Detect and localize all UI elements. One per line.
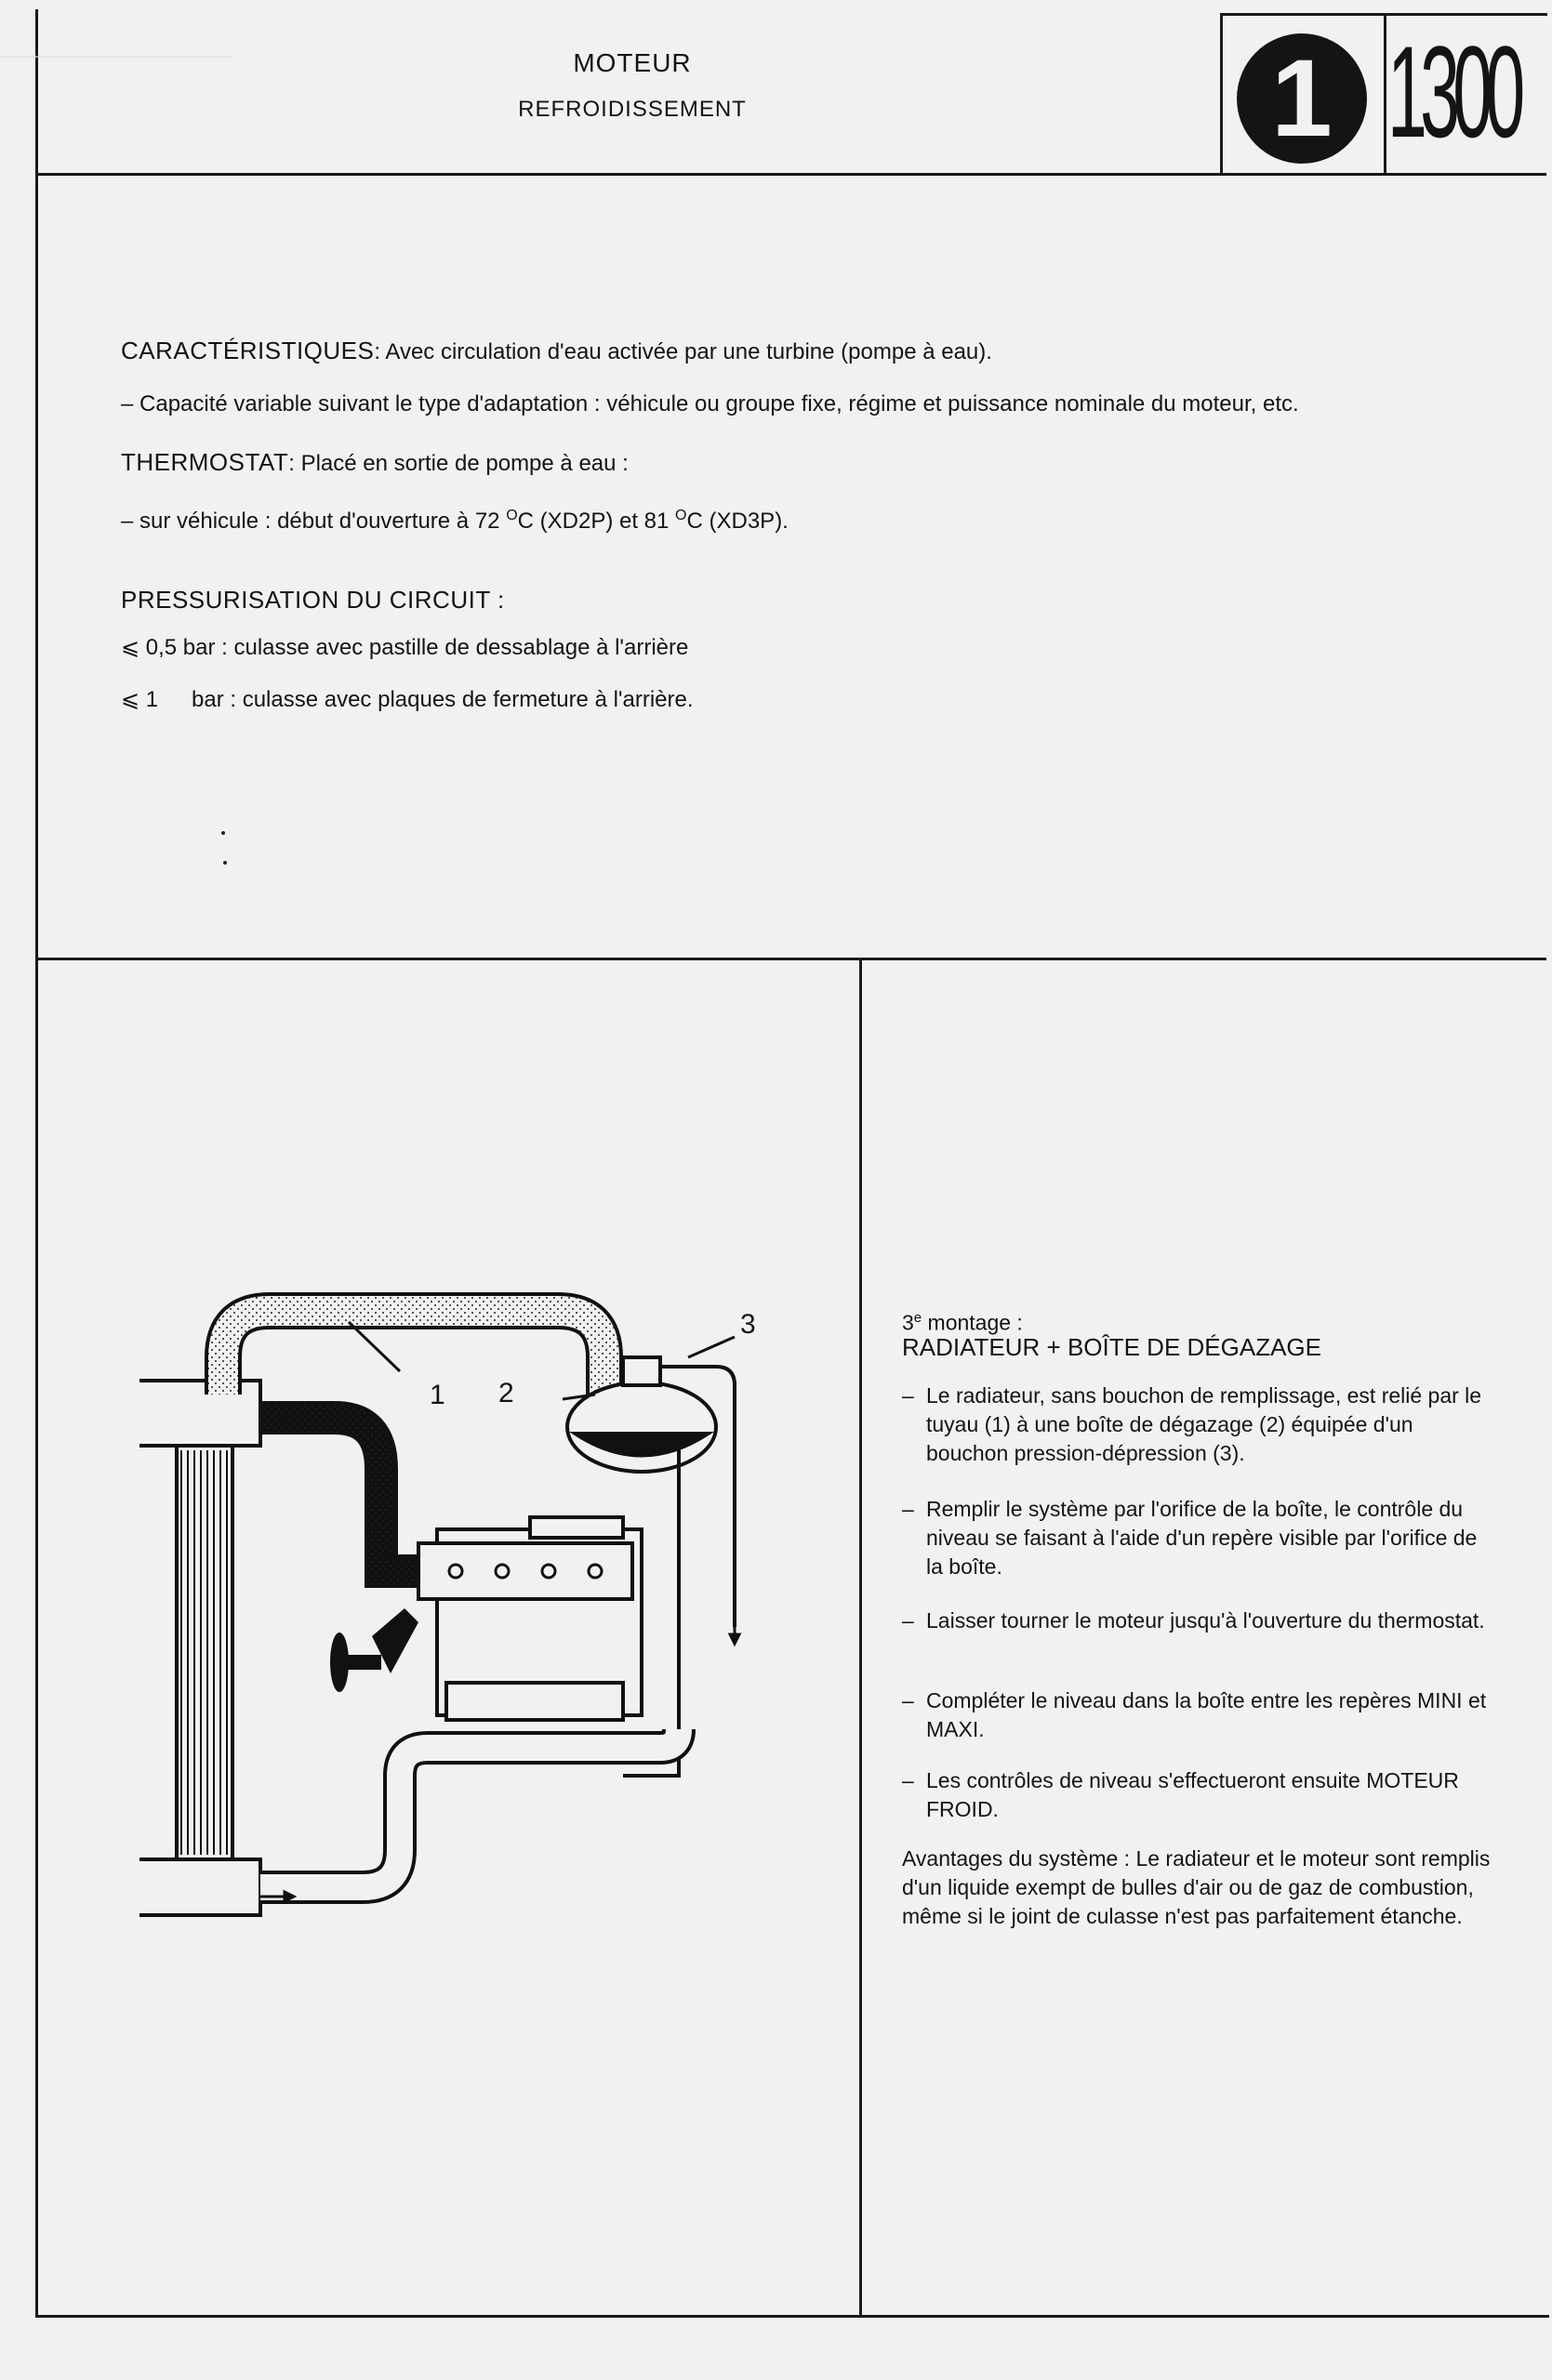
pressurisation-line-2-text: bar : culasse avec plaques de fermeture à l'arrière. <box>192 687 694 712</box>
montage-item-4 <box>902 1686 1497 1744</box>
montage-item-1 <box>902 1382 1497 1468</box>
thermostat-label: THERMOSTAT <box>121 448 289 476</box>
montage-item-5 <box>902 1766 1497 1824</box>
stray-dot <box>221 831 225 835</box>
characteristics-label: CARACTÉRISTIQUES <box>121 337 375 364</box>
montage-item-3 <box>902 1606 1497 1635</box>
cooling-system-diagram <box>139 1255 790 1924</box>
advantages-paragraph: Avantages du système : Le radiateur et le moteur sont remplis d'un liquide exempt de bulles d'air ou de gaz de combustion, même si le joint de culasse n'est pas parfaitement étanche. <box>902 1846 1491 1928</box>
bullet-dash: – <box>902 1768 914 1792</box>
section-number-badge: 1 <box>1237 33 1367 164</box>
pressurisation-label: PRESSURISATION DU CIRCUIT <box>121 586 491 614</box>
montage-sup: e <box>913 1310 922 1326</box>
stray-dot <box>223 861 227 865</box>
upper-hose <box>260 1418 418 1571</box>
header-bottom-rule <box>35 173 1546 176</box>
montage-item-text: Le radiateur, sans bouchon de remplissage, est relié par le tuyau (1) à une boîte de dégazage (2) équipée d'un bouchon pression-dépression (3). <box>926 1383 1482 1465</box>
bullet-dash: – <box>902 1688 914 1712</box>
header-divider-left <box>1220 13 1223 175</box>
radiator <box>139 1381 260 1915</box>
water-pump <box>330 1608 418 1692</box>
montage-item-text: Laisser tourner le moteur jusqu'à l'ouverture du thermostat. <box>926 1608 1485 1633</box>
pressurisation-line-2-value: ⩽ 1 <box>121 687 159 712</box>
pressurisation-heading <box>121 586 505 615</box>
thermostat-vehicle-mid: C (XD2P) et 81 <box>517 509 676 534</box>
pressurisation-colon: : <box>490 586 505 614</box>
montage-number: 3 <box>902 1310 914 1335</box>
montage-item-text: Remplir le système par l'orifice de la boîte, le contrôle du niveau se faisant à l'aide d'un repère visible par l'orifice de la boîte. <box>926 1497 1478 1579</box>
montage-title: RADIATEUR + BOÎTE DE DÉGAZAGE <box>902 1333 1321 1361</box>
header-divider-right <box>1384 13 1386 175</box>
characteristics-text: : Avec circulation d'eau activée par une turbine (pompe à eau). <box>374 339 992 364</box>
callout-1: 1 <box>430 1380 445 1410</box>
bullet-dash: – <box>902 1497 914 1521</box>
bullet-dash: – <box>902 1608 914 1633</box>
characteristics-line <box>121 337 992 366</box>
column-divider <box>859 958 862 2315</box>
section-divider <box>35 958 1546 960</box>
pressurisation-line-2 <box>121 686 694 714</box>
montage-item-text: Les contrôles de niveau s'effectueront ensuite MOTEUR FROID. <box>926 1768 1459 1821</box>
degree-mark-1: O <box>506 508 518 523</box>
pressurisation-line-1: ⩽ 0,5 bar : culasse avec pastille de dessablage à l'arrière <box>121 635 689 660</box>
thermostat-vehicle-end: C (XD3P). <box>686 509 789 534</box>
page-subtitle: REFROIDISSEMENT <box>518 97 747 122</box>
page-title: MOTEUR <box>573 48 692 77</box>
callout-3: 3 <box>740 1309 756 1340</box>
montage-item-2 <box>902 1495 1497 1581</box>
bullet-dash: – <box>902 1383 914 1408</box>
thermostat-line <box>121 448 629 478</box>
degree-mark-2: O <box>675 508 687 523</box>
montage-label-rest: montage : <box>922 1310 1023 1335</box>
thermostat-vehicle-prefix: – sur véhicule : début d'ouverture à 72 <box>121 509 507 534</box>
model-number: 1300 <box>1387 19 1519 165</box>
bleed-through-decoration <box>0 56 232 244</box>
thermostat-text: : Placé en sortie de pompe à eau : <box>288 451 629 476</box>
capacity-line: – Capacité variable suivant le type d'adaptation : véhicule ou groupe fixe, régime et puissance nominale du moteur, etc. <box>121 391 1299 416</box>
thermostat-vehicle-line <box>121 502 789 536</box>
engine-block <box>418 1517 642 1720</box>
montage-item-text: Compléter le niveau dans la boîte entre les repères MINI et MAXI. <box>926 1688 1487 1741</box>
callout-2: 2 <box>498 1378 514 1408</box>
